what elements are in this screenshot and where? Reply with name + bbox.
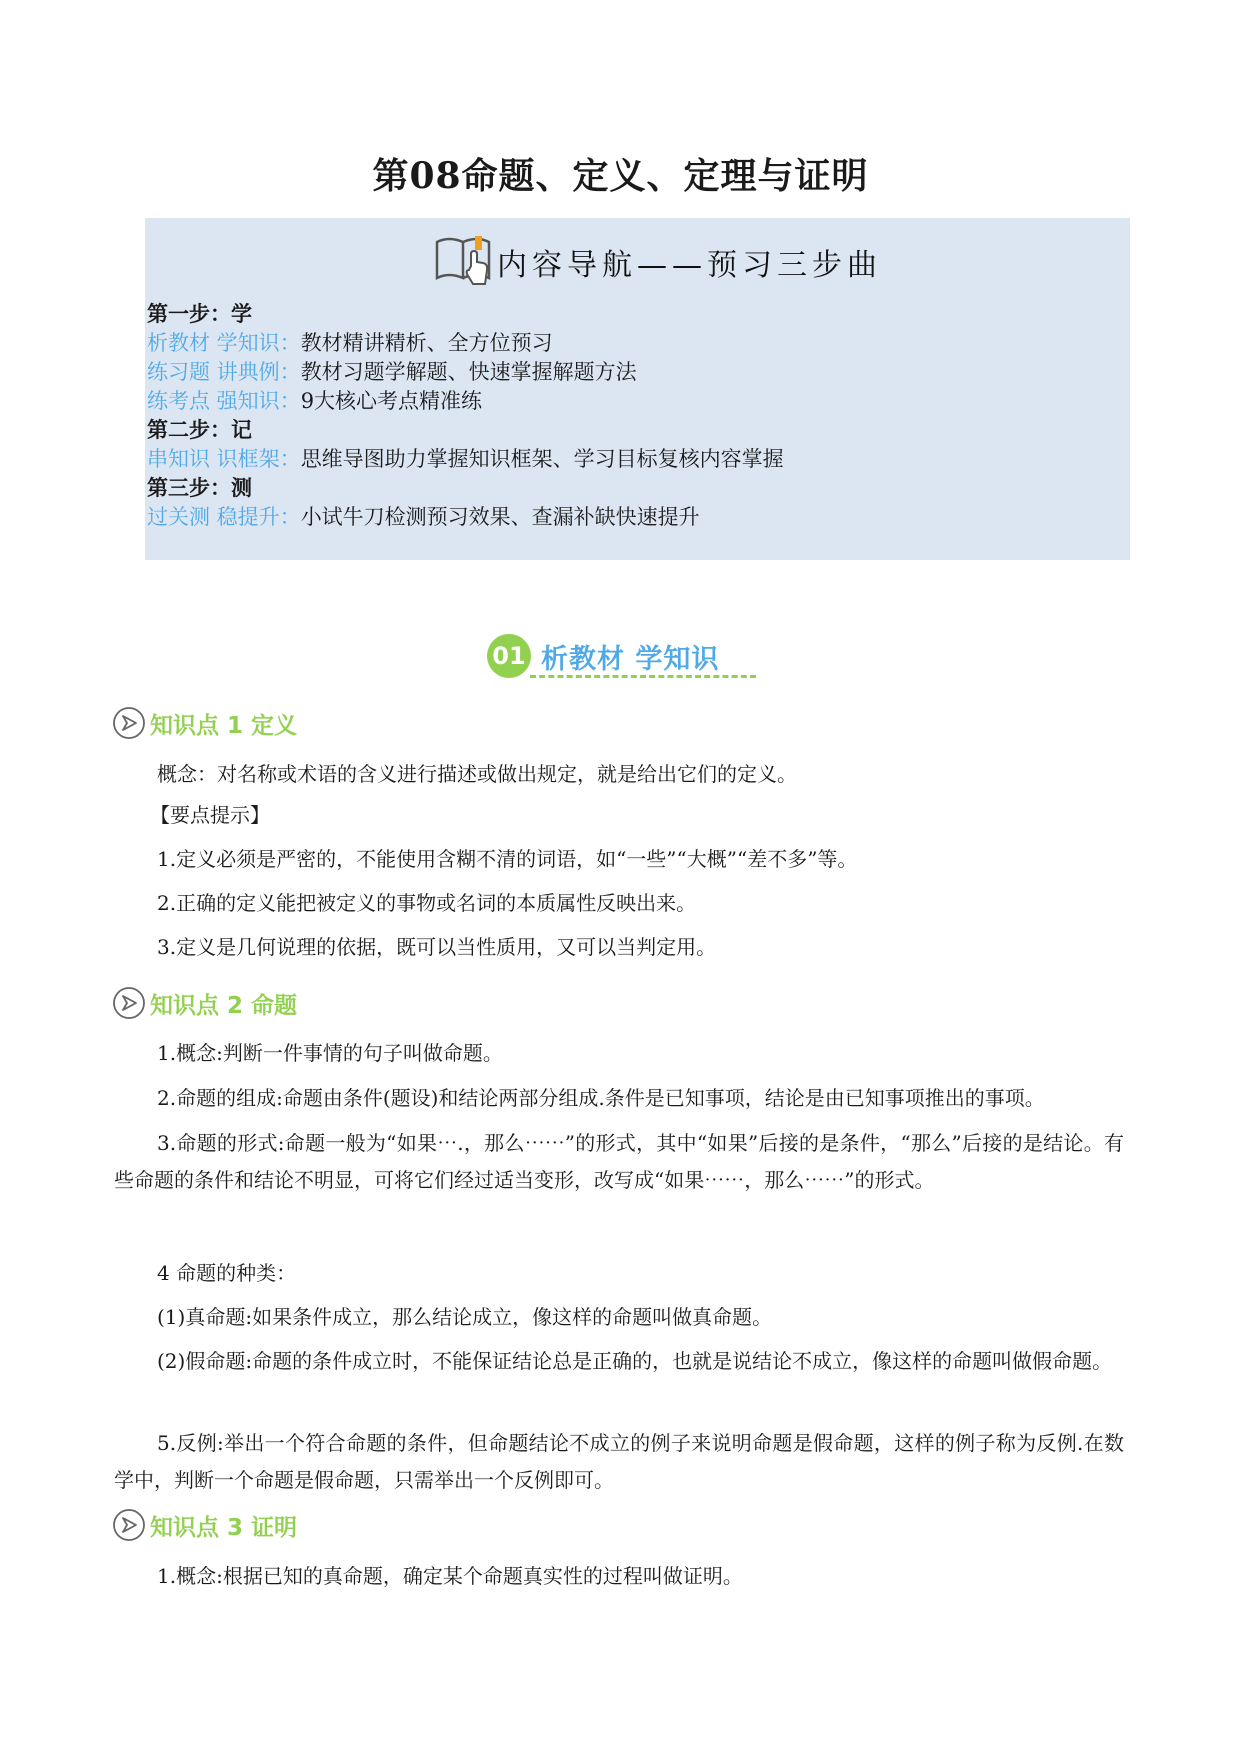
nav-step: 第一步：学	[147, 302, 252, 326]
kp2-paragraph: 2.命题的组成:命题由条件(题设)和结论两部分组成.条件是已知事项，结论是由已知事项推出的事项。	[157, 1086, 1045, 1110]
nav-item	[147, 329, 784, 358]
section-underline	[530, 675, 756, 678]
nav-item	[147, 358, 784, 387]
kp2-paragraph: (2)假命题:命题的条件成立时，不能保证结论总是正确的，也就是说结论不成立，像这样的命题叫做假命题。	[157, 1349, 1113, 1373]
nav-step: 第二步：记	[147, 418, 252, 442]
book-pointer-icon	[433, 232, 495, 292]
kp1-concept: 概念：对名称或术语的含义进行描述或做出规定，就是给出它们的定义。	[157, 762, 797, 786]
kp-heading-text: 知识点 2 命题	[150, 992, 298, 1019]
kp-heading	[112, 703, 297, 743]
page-title: 第08命题、定义、定理与证明	[372, 155, 869, 197]
section-title: 析教材 学知识	[541, 643, 720, 675]
nav-header-text: 内容导航——预习三步曲	[497, 248, 882, 283]
nav-item-label: 练习题 讲典例：	[147, 360, 301, 384]
nav-item	[147, 445, 784, 474]
nav-item	[147, 503, 784, 532]
nav-item-desc: 思维导图助力掌握知识框架、学习目标复核内容掌握	[300, 447, 784, 471]
nav-lines	[147, 300, 784, 532]
kp1-tips-label: 【要点提示】	[150, 803, 270, 827]
kp1-tip: 2.正确的定义能把被定义的事物或名词的本质属性反映出来。	[157, 891, 697, 915]
kp-heading	[112, 1505, 297, 1545]
nav-item-label: 练考点 强知识：	[147, 389, 301, 413]
kp-heading-text: 知识点 3 证明	[150, 1514, 298, 1541]
kp3-paragraph: 1.概念:根据已知的真命题，确定某个命题真实性的过程叫做证明。	[157, 1564, 743, 1588]
kp-heading	[112, 983, 297, 1023]
nav-item	[147, 387, 784, 416]
arrow-circle-icon	[112, 706, 146, 740]
kp2-paragraph: 5.反例:举出一个符合命题的条件，但命题结论不成立的例子来说明命题是假命题，这样的例子称为反例.在数学中，判断一个命题是假命题，只需举出一个反例即可。	[114, 1431, 1124, 1492]
arrow-circle-icon	[112, 1508, 146, 1542]
nav-header	[433, 232, 882, 292]
kp-heading-text: 知识点 1 定义	[150, 712, 298, 739]
kp2-paragraph: 3.命题的形式:命题一般为“如果⋯.，那么⋯⋯”的形式，其中“如果”后接的是条件，“那么”后接的是结论。有些命题的条件和结论不明显，可将它们经过适当变形，改写成“如果⋯⋯，那么⋯⋯”的形式。	[114, 1131, 1124, 1192]
kp1-tip: 1.定义必须是严密的，不能使用含糊不清的词语，如“一些”“大概”“差不多”等。	[157, 847, 858, 871]
section-number: 01	[487, 634, 531, 678]
kp1-tip: 3.定义是几何说理的依据，既可以当性质用，又可以当判定用。	[157, 935, 717, 959]
kp2-paragraph: 1.概念:判断一件事情的句子叫做命题。	[157, 1041, 503, 1065]
kp2-paragraph: 4 命题的种类：	[157, 1261, 297, 1285]
nav-item-label: 过关测 稳提升：	[147, 505, 301, 529]
kp2-paragraph: (1)真命题:如果条件成立，那么结论成立，像这样的命题叫做真命题。	[157, 1305, 773, 1329]
nav-step: 第三步：测	[147, 476, 252, 500]
nav-item-label: 析教材 学知识：	[147, 331, 301, 355]
nav-item-label: 串知识 识框架：	[147, 447, 301, 471]
arrow-circle-icon	[112, 986, 146, 1020]
nav-item-desc: 教材精讲精析、全方位预习	[300, 331, 553, 355]
nav-item-desc: 9大核心考点精准练	[300, 389, 483, 413]
content-navigation-box	[145, 218, 1130, 560]
nav-item-desc: 小试牛刀检测预习效果、查漏补缺快速提升	[300, 505, 700, 529]
nav-item-desc: 教材习题学解题、快速掌握解题方法	[300, 360, 637, 384]
